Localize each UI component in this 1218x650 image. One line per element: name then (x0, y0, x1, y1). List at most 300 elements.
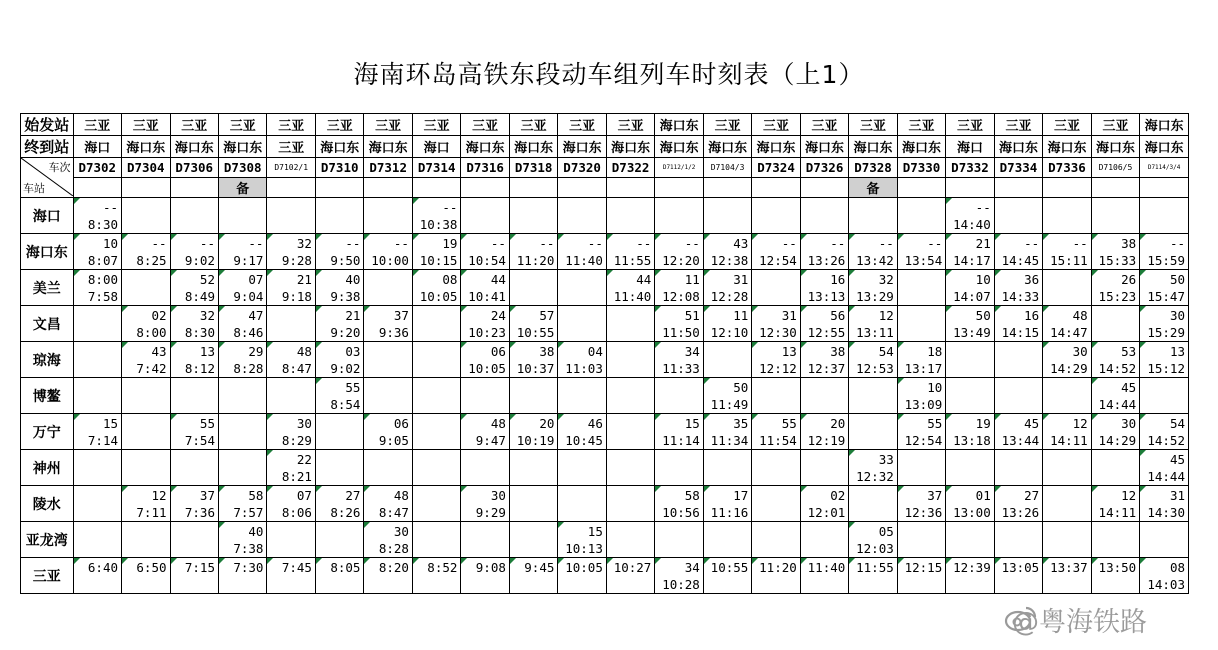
time-cell (73, 342, 121, 378)
arrival-time: 48 (296, 343, 312, 359)
arrival-time: 35 (733, 415, 749, 431)
time-cell (1043, 270, 1091, 306)
time-cell (1043, 414, 1091, 450)
departure-time (755, 540, 796, 557)
time-cell (703, 450, 751, 486)
departure-time (610, 216, 651, 233)
time-cell (849, 486, 897, 522)
departure-time: 12:20 (662, 252, 700, 268)
arrival-time (901, 523, 942, 540)
departure-time (270, 396, 311, 413)
departure-time: 14:17 (953, 252, 991, 268)
station-name: 文昌 (21, 306, 74, 342)
arrival-time: -- (781, 235, 797, 251)
departure-time (755, 396, 796, 413)
arrival-time (1046, 379, 1087, 396)
time-cell (122, 486, 170, 522)
arrival-time: 12:15 (904, 559, 943, 575)
departure-time: 12:32 (856, 468, 894, 484)
departure-time (77, 468, 118, 485)
arrival-time (416, 487, 457, 504)
arrival-time: 40 (345, 271, 361, 287)
arrival-time: 10:55 (710, 559, 749, 575)
arrival-time (804, 379, 845, 396)
arrival-time (901, 199, 942, 216)
time-cell (558, 522, 606, 558)
arrival-time: 30 (1072, 343, 1088, 359)
departure-time: 13:11 (856, 324, 894, 340)
arrival-time: 11:40 (807, 559, 846, 575)
departure-time: 8:30 (87, 216, 119, 232)
departure-time (901, 324, 942, 341)
departure-time: 11:14 (662, 432, 700, 448)
arrival-time (125, 451, 166, 468)
time-cell (558, 198, 606, 234)
departure-time: 9:17 (233, 252, 264, 268)
time-cell (509, 414, 557, 450)
departure-time: 7:14 (87, 432, 119, 448)
departure-time (949, 540, 990, 557)
time-cell (655, 234, 703, 270)
station-name: 博鳌 (21, 378, 74, 414)
time-cell (897, 558, 945, 594)
departure-time: 14:07 (953, 288, 991, 304)
time-cell (509, 342, 557, 378)
arrival-time (561, 199, 602, 216)
arrival-time: 07 (296, 487, 312, 503)
time-cell (800, 378, 848, 414)
departure-time (658, 468, 699, 485)
time-cell (509, 234, 557, 270)
arrival-time: 13 (1169, 343, 1185, 359)
time-cell (655, 486, 703, 522)
time-cell (558, 558, 606, 594)
arrival-time (949, 379, 990, 396)
train-number-cell: D7314 (412, 158, 460, 178)
departure-time: 14:52 (1098, 360, 1137, 376)
arrival-time: -- (490, 235, 506, 251)
arrival-time: 29 (248, 343, 264, 359)
arrival-time: 37 (927, 487, 943, 503)
departure-time (367, 360, 408, 377)
departure-time: 8:00 (136, 324, 167, 340)
arrival-time: 13 (781, 343, 797, 359)
time-cell (122, 306, 170, 342)
arrival-time: 24 (490, 307, 506, 323)
departure-time: 12:38 (710, 252, 749, 268)
departure-time (174, 576, 215, 593)
empty-cell (946, 178, 994, 198)
departure-time (125, 216, 166, 233)
departure-time (319, 468, 360, 485)
empty-cell (170, 178, 218, 198)
departure-time: 8:12 (184, 360, 215, 376)
departure-time: 11:50 (662, 324, 700, 340)
arrival-time (755, 523, 796, 540)
station-name: 亚龙湾 (21, 522, 74, 558)
time-cell (364, 414, 412, 450)
arrival-time: 02 (151, 307, 167, 323)
empty-cell (122, 178, 170, 198)
departure-time: 12:19 (807, 432, 846, 448)
departure-time: 15:11 (1050, 252, 1088, 268)
arrival-time: 37 (393, 307, 409, 323)
arrival-time (513, 523, 554, 540)
train-number-cell: D7112/1/2 (655, 158, 703, 178)
arrival-time (1095, 307, 1136, 324)
standby-row (21, 178, 1189, 198)
arrival-time: 15 (684, 415, 700, 431)
arrival-time: 21 (345, 307, 361, 323)
departure-time: 8:06 (281, 504, 312, 520)
arrival-time (464, 379, 505, 396)
time-cell (364, 306, 412, 342)
departure-time (125, 468, 166, 485)
arrival-time (367, 379, 408, 396)
time-cell (655, 522, 703, 558)
arrival-time: 45 (1169, 451, 1185, 467)
time-cell (606, 378, 654, 414)
arrival-time (1046, 523, 1087, 540)
empty-cell (655, 178, 703, 198)
time-cell (703, 198, 751, 234)
departure-time (513, 396, 554, 413)
departure-time (174, 540, 215, 557)
departure-time (1143, 216, 1185, 233)
departure-time (998, 468, 1039, 485)
departure-time (77, 504, 118, 521)
departure-time (367, 576, 408, 593)
departure-time: 14:40 (953, 216, 991, 232)
arrival-time: 07 (248, 271, 264, 287)
arrival-time (901, 271, 942, 288)
arrival-time: 01 (975, 487, 991, 503)
arrival-time: 7:30 (233, 559, 264, 575)
destination-cell: 海口东 (509, 136, 557, 158)
time-cell (994, 342, 1042, 378)
departure-time: 12:54 (759, 252, 797, 268)
departure-time: 14:47 (1050, 324, 1088, 340)
arrival-time (707, 199, 748, 216)
arrival-time (416, 343, 457, 360)
station-label: 车站 (23, 182, 45, 195)
departure-time (367, 396, 408, 413)
departure-time (610, 468, 651, 485)
departure-time (610, 540, 651, 557)
arrival-time (658, 379, 699, 396)
arrival-time: 57 (539, 307, 555, 323)
arrival-time: 46 (587, 415, 603, 431)
time-cell (461, 342, 509, 378)
arrival-time: 11:20 (759, 559, 797, 575)
arrival-time (319, 415, 360, 432)
time-cell (849, 378, 897, 414)
departure-time: 8:29 (281, 432, 312, 448)
train-number-cell: D7106/5 (1091, 158, 1139, 178)
departure-time: 10:37 (516, 360, 555, 376)
arrival-time: 43 (151, 343, 167, 359)
arrival-time (367, 271, 408, 288)
time-cell (703, 234, 751, 270)
arrival-time: 30 (296, 415, 312, 431)
departure-time (125, 396, 166, 413)
time-cell (218, 198, 266, 234)
time-cell (946, 306, 994, 342)
departure-time: 11:20 (516, 252, 555, 268)
departure-time (77, 396, 118, 413)
arrival-time: 44 (490, 271, 506, 287)
origin-cell: 三亚 (412, 114, 460, 136)
departure-time (998, 216, 1039, 233)
time-cell (1043, 198, 1091, 234)
time-cell (267, 378, 315, 414)
arrival-time (707, 343, 748, 360)
station-row (21, 198, 1189, 234)
arrival-time (658, 523, 699, 540)
time-cell (800, 198, 848, 234)
departure-time (416, 468, 457, 485)
time-cell (994, 306, 1042, 342)
time-cell (170, 306, 218, 342)
time-cell (606, 306, 654, 342)
departure-time (1046, 468, 1087, 485)
departure-time (561, 324, 602, 341)
arrival-time (610, 487, 651, 504)
time-cell (267, 486, 315, 522)
arrival-time: 10 (102, 235, 119, 251)
time-cell (703, 486, 751, 522)
time-cell (606, 270, 654, 306)
time-cell (73, 450, 121, 486)
departure-time: 7:36 (184, 504, 215, 520)
departure-time: 12:12 (759, 360, 797, 376)
departure-time (222, 468, 263, 485)
time-cell (1091, 198, 1139, 234)
arrival-time: 10 (975, 271, 991, 287)
departure-time (998, 576, 1039, 593)
time-cell (122, 414, 170, 450)
station-row (21, 450, 1189, 486)
time-cell (170, 378, 218, 414)
arrival-time (319, 523, 360, 540)
departure-time: 11:03 (565, 360, 603, 376)
arrival-time (1046, 271, 1087, 288)
arrival-time (852, 415, 893, 432)
time-cell (897, 342, 945, 378)
arrival-time: 15 (102, 415, 119, 431)
train-number-cell: D7308 (218, 158, 266, 178)
arrival-time: -- (151, 235, 167, 251)
time-cell (558, 486, 606, 522)
departure-time: 12:30 (759, 324, 797, 340)
departure-time (804, 576, 845, 593)
arrival-time: 54 (1169, 415, 1185, 431)
time-cell (800, 234, 848, 270)
arrival-time: 03 (345, 343, 361, 359)
time-cell (509, 306, 557, 342)
arrival-time: -- (636, 235, 652, 251)
train-number-cell: D7302 (73, 158, 121, 178)
departure-time (707, 360, 748, 377)
departure-time: 10:05 (468, 360, 506, 376)
time-cell (994, 558, 1042, 594)
train-number-cell: D7318 (509, 158, 557, 178)
arrival-time: 11:55 (856, 559, 894, 575)
time-cell (364, 486, 412, 522)
arrival-time (561, 379, 602, 396)
time-cell (412, 378, 460, 414)
departure-time (464, 576, 505, 593)
time-cell (170, 234, 218, 270)
arrival-time (222, 199, 263, 216)
arrival-time: 55 (927, 415, 943, 431)
departure-time (464, 540, 505, 557)
departure-time (77, 360, 118, 377)
time-cell (752, 486, 800, 522)
time-cell (558, 234, 606, 270)
arrival-time (513, 199, 554, 216)
arrival-time (1143, 523, 1185, 540)
departure-time: 9:29 (475, 504, 506, 520)
time-cell (655, 378, 703, 414)
departure-time (367, 468, 408, 485)
arrival-time (513, 271, 554, 288)
arrival-time: 16 (1024, 307, 1040, 323)
destination-cell: 海口东 (170, 136, 218, 158)
time-cell (994, 414, 1042, 450)
departure-time (270, 216, 311, 233)
departure-time (125, 576, 166, 593)
time-cell (606, 342, 654, 378)
departure-time (998, 540, 1039, 557)
time-cell (558, 450, 606, 486)
time-cell (703, 342, 751, 378)
arrival-time: 20 (539, 415, 555, 431)
departure-time: 14:29 (1050, 360, 1088, 376)
time-cell (897, 522, 945, 558)
departure-time (610, 324, 651, 341)
departure-time: 8:26 (330, 504, 361, 520)
time-cell (412, 234, 460, 270)
time-cell (218, 522, 266, 558)
time-cell (558, 342, 606, 378)
arrival-time: 58 (684, 487, 700, 503)
departure-time (610, 360, 651, 377)
time-cell (1043, 378, 1091, 414)
arrival-time: -- (587, 235, 603, 251)
arrival-time: 26 (1121, 271, 1137, 287)
departure-time: 11:33 (662, 360, 700, 376)
time-cell (461, 378, 509, 414)
departure-time (222, 396, 263, 413)
destination-cell: 海口东 (703, 136, 751, 158)
time-cell (267, 522, 315, 558)
departure-time (1046, 576, 1087, 593)
arrival-time (416, 379, 457, 396)
departure-time (804, 216, 845, 233)
train-number-cell: D7104/3 (703, 158, 751, 178)
arrival-time: 20 (830, 415, 846, 431)
train-label: 车次 (48, 161, 71, 174)
departure-time (319, 432, 360, 449)
time-cell (800, 414, 848, 450)
train-number-cell: D7304 (122, 158, 170, 178)
arrival-time: 38 (1121, 235, 1137, 251)
time-cell (218, 234, 266, 270)
time-cell (170, 486, 218, 522)
arrival-time: 05 (878, 523, 894, 539)
time-cell (364, 198, 412, 234)
station-row (21, 306, 1189, 342)
arrival-time (1143, 379, 1185, 396)
time-cell (509, 522, 557, 558)
empty-cell (558, 178, 606, 198)
departure-time: 14:11 (1050, 432, 1088, 448)
train-number-cell: D7306 (170, 158, 218, 178)
destination-cell: 海口东 (364, 136, 412, 158)
station-row (21, 558, 1189, 594)
departure-time (464, 396, 505, 413)
arrival-time: 51 (684, 307, 700, 323)
departure-time: 8:54 (330, 396, 361, 412)
arrival-time: 38 (539, 343, 555, 359)
time-cell (73, 486, 121, 522)
arrival-time: -- (927, 235, 943, 251)
departure-time: 13:09 (904, 396, 943, 412)
standby-mark: 备 (218, 178, 266, 198)
time-cell (1091, 522, 1139, 558)
departure-time: 12:08 (662, 288, 700, 304)
time-cell (364, 378, 412, 414)
arrival-time: 04 (587, 343, 603, 359)
time-cell (1091, 486, 1139, 522)
departure-time: 10:05 (419, 288, 458, 304)
arrival-time (174, 523, 215, 540)
arrival-time (125, 199, 166, 216)
time-cell (315, 198, 363, 234)
time-cell (122, 522, 170, 558)
arrival-time (1046, 199, 1087, 216)
departure-time (1046, 396, 1087, 413)
departure-time: 8:21 (281, 468, 312, 484)
arrival-time: -- (1072, 235, 1088, 251)
arrival-time: 12 (1121, 487, 1137, 503)
departure-time (416, 432, 457, 449)
destination-cell: 海口东 (849, 136, 897, 158)
time-cell (800, 486, 848, 522)
departure-time: 12:03 (856, 540, 894, 556)
arrival-time (367, 451, 408, 468)
arrival-time (707, 451, 748, 468)
destination-label: 终到站 (21, 136, 74, 158)
time-cell (1043, 450, 1091, 486)
arrival-time: -- (1024, 235, 1040, 251)
time-cell (267, 198, 315, 234)
time-cell (364, 270, 412, 306)
arrival-time (174, 379, 215, 396)
station-name: 万宁 (21, 414, 74, 450)
departure-time: 9:38 (330, 288, 361, 304)
time-cell (800, 558, 848, 594)
origin-cell: 三亚 (461, 114, 509, 136)
time-cell (509, 198, 557, 234)
time-cell (461, 558, 509, 594)
arrival-time (416, 307, 457, 324)
arrival-time (77, 343, 118, 360)
time-cell (218, 450, 266, 486)
time-cell (170, 450, 218, 486)
time-cell (315, 378, 363, 414)
